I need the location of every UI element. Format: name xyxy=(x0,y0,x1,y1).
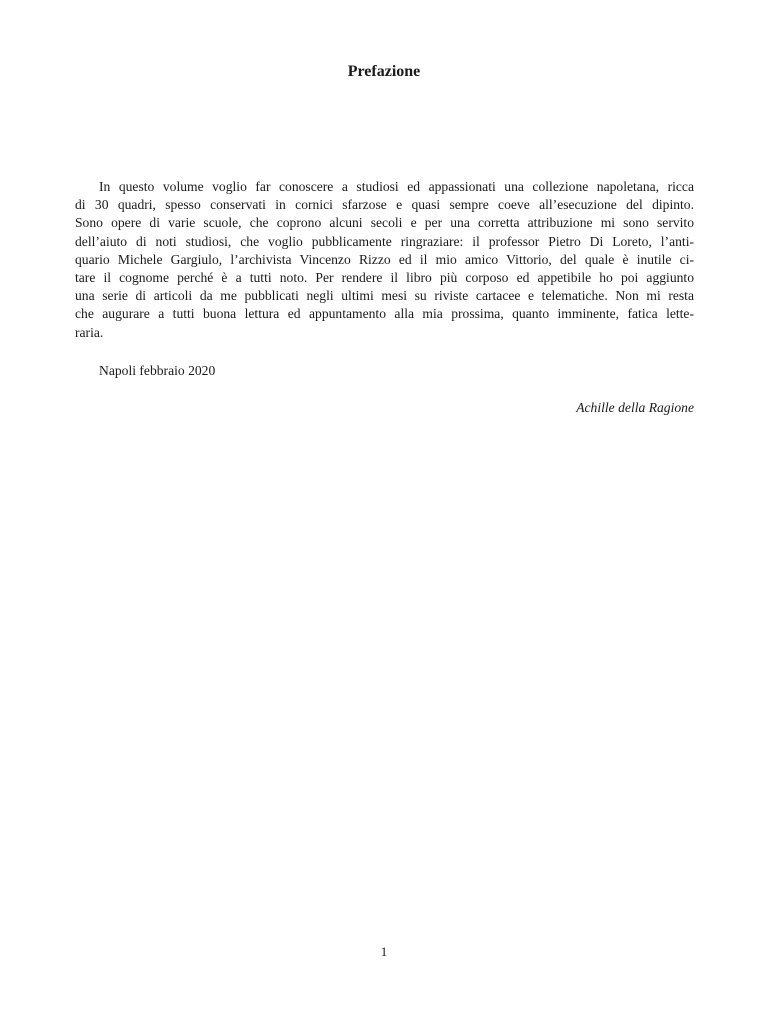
preface-paragraph xyxy=(75,178,694,342)
paragraph-line: In questo volume voglio far conoscere a studiosi ed appassionati una collezione napoletana, ricca xyxy=(99,179,694,194)
page-number: 1 xyxy=(380,944,388,959)
dateline: Napoli febbraio 2020 xyxy=(99,363,216,378)
author-signature: Achille della Ragione xyxy=(576,400,694,415)
paragraph-line: dell’aiuto di noti studiosi, che voglio pubblicamente ringraziare: il professor Pietro Di Loreto, l’anti- xyxy=(75,233,694,249)
paragraph-line: raria. xyxy=(75,324,104,340)
paragraph-line: Sono opere di varie scuole, che coprono alcuni secoli e per una corretta attribuzione mi sono servito xyxy=(75,215,694,231)
page-title: Prefazione xyxy=(347,63,421,80)
paragraph-line: quario Michele Gargiulo, l’archivista Vincenzo Rizzo ed il mio amico Vittorio, del quale è inutile ci- xyxy=(75,251,694,267)
paragraph-line: di 30 quadri, spesso conservati in cornici sfarzose e quasi sempre coeve all’esecuzione del dipinto. xyxy=(75,197,694,213)
paragraph-line: una serie di articoli da me pubblicati negli ultimi mesi su riviste cartacee e telematiche. Non mi resta xyxy=(75,288,694,304)
paragraph-line: che augurare a tutti buona lettura ed appuntamento alla mia prossima, quanto imminente, fatica lette- xyxy=(75,306,694,322)
paragraph-line: tare il cognome perché è a tutti noto. Per rendere il libro più corposo ed appetibile ho poi aggiunto xyxy=(75,270,694,286)
